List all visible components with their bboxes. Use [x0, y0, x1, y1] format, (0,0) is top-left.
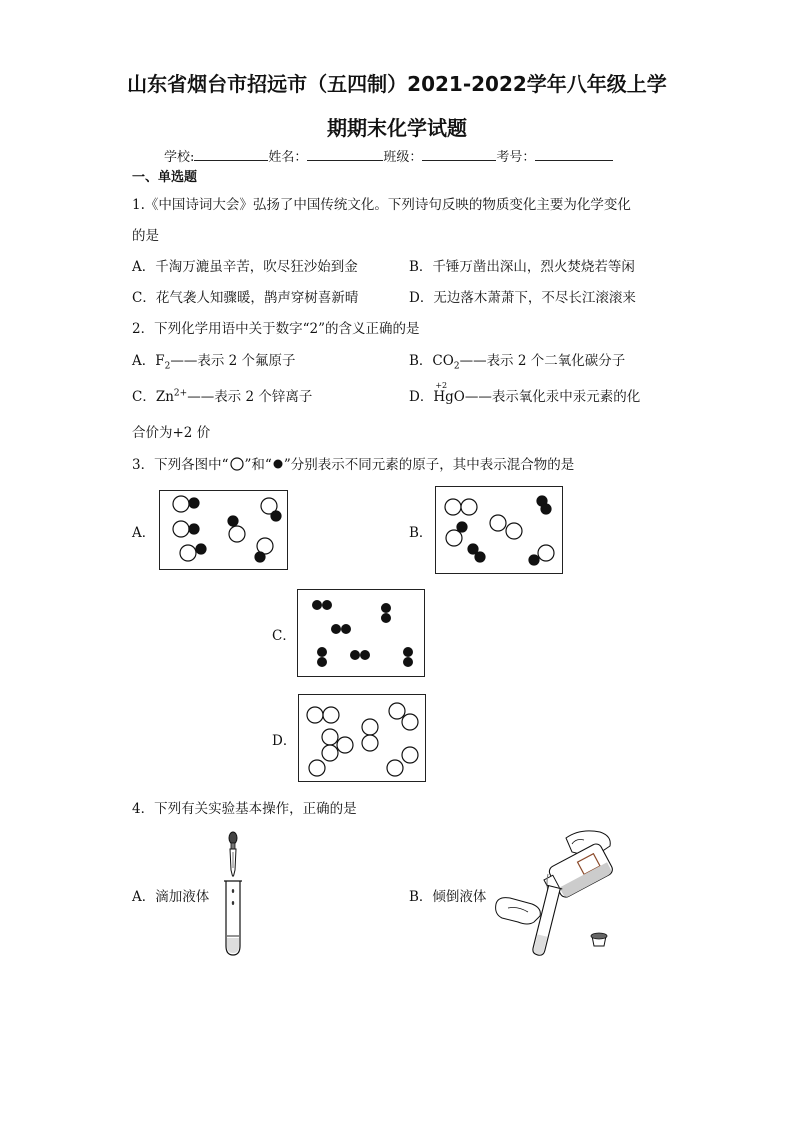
section-heading: 一、单选题 — [132, 170, 198, 185]
name-label: 姓名： — [268, 150, 308, 165]
q3-option-b-label: B． — [409, 525, 433, 541]
q3-stem: 3．下列各图中“ ”和“ ”分别表示不同元素的原子，其中表示混合物的是 — [132, 457, 575, 473]
q1-option-a: A．千淘万漉虽辛苦，吹尽狂沙始到金 — [132, 259, 358, 275]
diagram-c-atoms — [298, 590, 424, 676]
q4-pouring-illustration — [488, 826, 638, 960]
pouring-liquid-icon — [488, 826, 638, 960]
q3-diagram-c — [297, 589, 425, 677]
diagram-d-atoms — [299, 695, 425, 781]
page-title-line2: 期期末化学试题 — [327, 116, 467, 140]
class-label: 班级： — [383, 150, 423, 165]
student-info-line — [164, 146, 613, 165]
diagram-b-atoms — [436, 487, 562, 573]
q2-option-c: C．$Zn^{2+}——$表示 2 个锌离子 — [132, 388, 313, 405]
valence-mark: +2 — [435, 381, 448, 390]
q1-option-c: C．花气袭人知骤暖，鹊声穿树喜新晴 — [132, 290, 359, 306]
black-atom-icon — [272, 458, 284, 470]
q3-diagram-a — [159, 490, 288, 570]
diagram-a-atoms — [160, 491, 287, 569]
q2-option-a: A．$F_2——$表示 2 个氟原子 — [132, 353, 296, 372]
q1-option-b: B．千锤万凿出深山，烈火焚烧若等闲 — [409, 259, 635, 275]
q4-option-a-label: A．滴加液体 — [132, 889, 210, 905]
school-label: 学校: — [164, 150, 195, 165]
q4-stem: 4．下列有关实验基本操作，正确的是 — [132, 801, 357, 817]
q1-stem-cont: 的是 — [132, 228, 159, 244]
white-atom-icon — [229, 457, 245, 471]
name-blank — [307, 148, 383, 161]
q4-option-b-label: B．倾倒液体 — [409, 889, 487, 905]
school-blank — [194, 148, 268, 161]
q2-stem: 2．下列化学用语中关于数字“2”的含义正确的是 — [132, 321, 420, 337]
q4-dropper-illustration — [218, 828, 250, 958]
dropper-tube-icon — [218, 828, 250, 958]
q2-option-d-cont: 合价为+2 价 — [132, 425, 211, 441]
number-label: 考号： — [496, 150, 536, 165]
page-title: 山东省烟台市招远市（五四制）2021-2022学年八年级上学 — [127, 72, 667, 96]
q3-option-c-label: C． — [272, 628, 296, 644]
q1-stem: 1.《中国诗词大会》弘扬了中国传统文化。下列诗句反映的物质变化主要为化学变化 — [132, 197, 631, 213]
number-blank — [535, 148, 613, 161]
q3-diagram-d — [298, 694, 426, 782]
class-blank — [422, 148, 496, 161]
q3-diagram-b — [435, 486, 563, 574]
q3-option-d-label: D． — [272, 733, 297, 749]
q3-option-a-label: A． — [132, 525, 156, 541]
q2-option-b: B．$CO_2——$表示 2 个二氧化碳分子 — [409, 353, 626, 372]
q2-option-d: D． +2 HgO——表示氧化汞中汞元素的化 — [409, 381, 641, 405]
q1-option-d: D．无边落木萧萧下，不尽长江滚滚来 — [409, 290, 636, 306]
